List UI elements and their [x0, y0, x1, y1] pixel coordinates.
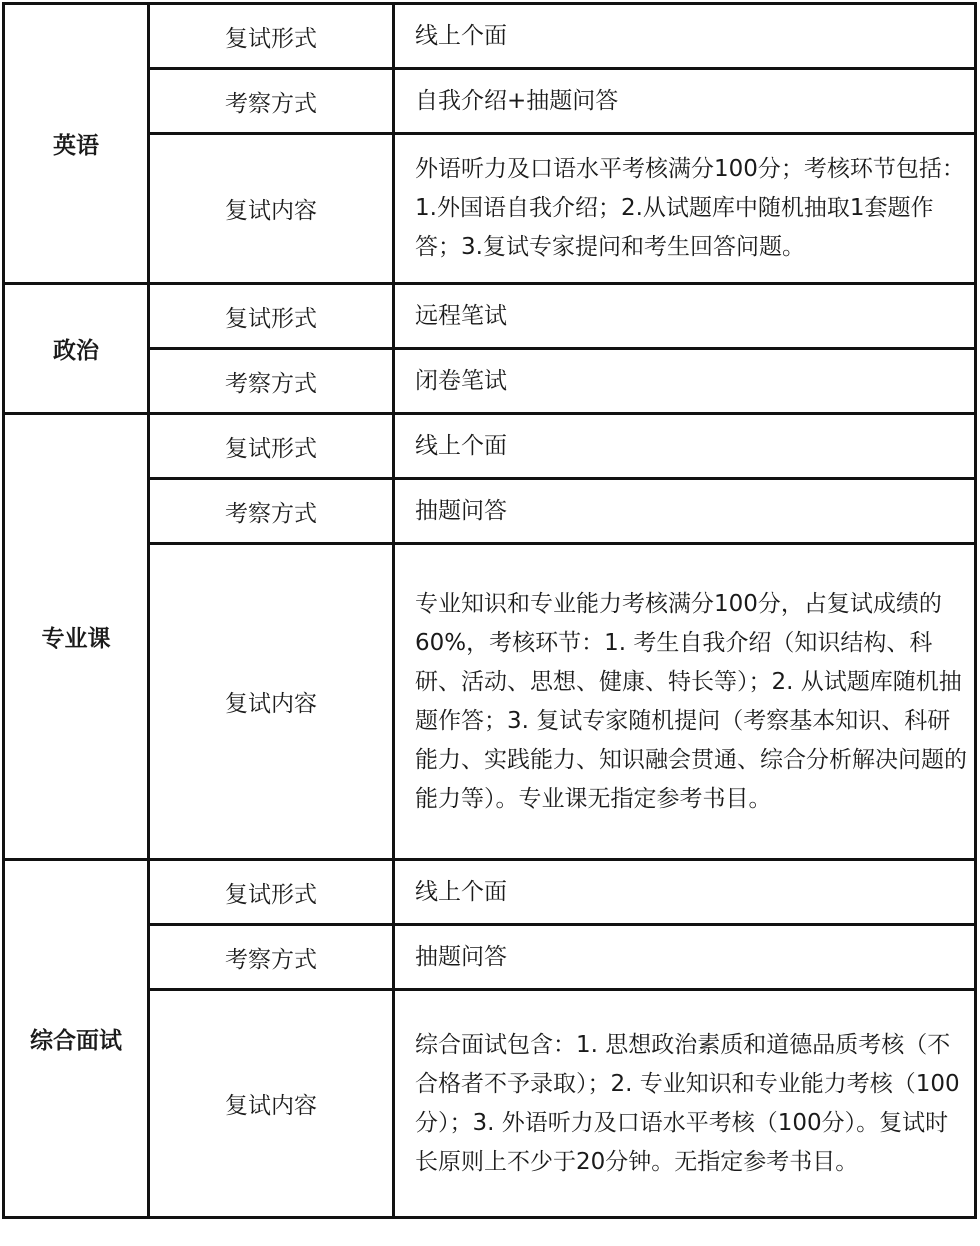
table-row	[4, 134, 976, 284]
row-label: 复试形式	[149, 284, 394, 349]
category-comprehensive-interview: 综合面试	[4, 860, 149, 1218]
row-label: 复试内容	[149, 544, 394, 860]
row-label: 复试形式	[149, 414, 394, 479]
row-value: 专业知识和专业能力考核满分100分，占复试成绩的60%，考核环节：1. 考生自我介绍（知识结构、科研、活动、思想、健康、特长等）；2. 从试题库随机抽题作答；3. 复试专家随机提问（考察基本知识、科研能力、实践能力、知识融会贯通、综合分析解决问题的能力等）。专业课无指定参考书目。	[394, 544, 976, 860]
row-value: 线上个面	[394, 860, 976, 925]
table-row	[4, 990, 976, 1218]
row-label: 考察方式	[149, 925, 394, 990]
row-value: 综合面试包含：1. 思想政治素质和道德品质考核（不合格者不予录取）；2. 专业知识和专业能力考核（100分）；3. 外语听力及口语水平考核（100分）。复试时长原则上不少于20分钟。无指定参考书目。	[394, 990, 976, 1218]
row-label: 复试形式	[149, 860, 394, 925]
table-row	[4, 860, 976, 925]
row-label: 考察方式	[149, 349, 394, 414]
row-label: 复试内容	[149, 990, 394, 1218]
row-value: 远程笔试	[394, 284, 976, 349]
row-value: 线上个面	[394, 4, 976, 69]
category-professional-course: 专业课	[4, 414, 149, 860]
row-value: 抽题问答	[394, 479, 976, 544]
table-row	[4, 479, 976, 544]
row-value: 自我介绍+抽题问答	[394, 69, 976, 134]
table-row	[4, 349, 976, 414]
table-row	[4, 414, 976, 479]
row-value: 外语听力及口语水平考核满分100分；考核环节包括：1.外国语自我介绍；2.从试题库中随机抽取1套题作答；3.复试专家提问和考生回答问题。	[394, 134, 976, 284]
row-value: 线上个面	[394, 414, 976, 479]
table-row	[4, 69, 976, 134]
row-label: 考察方式	[149, 69, 394, 134]
row-label: 复试形式	[149, 4, 394, 69]
row-label: 复试内容	[149, 134, 394, 284]
row-label: 考察方式	[149, 479, 394, 544]
category-politics: 政治	[4, 284, 149, 414]
table-row	[4, 284, 976, 349]
table-row	[4, 925, 976, 990]
table-row	[4, 544, 976, 860]
category-english: 英语	[4, 4, 149, 284]
row-value: 抽题问答	[394, 925, 976, 990]
row-value: 闭卷笔试	[394, 349, 976, 414]
retest-info-table	[2, 2, 977, 1219]
table-row	[4, 4, 976, 69]
